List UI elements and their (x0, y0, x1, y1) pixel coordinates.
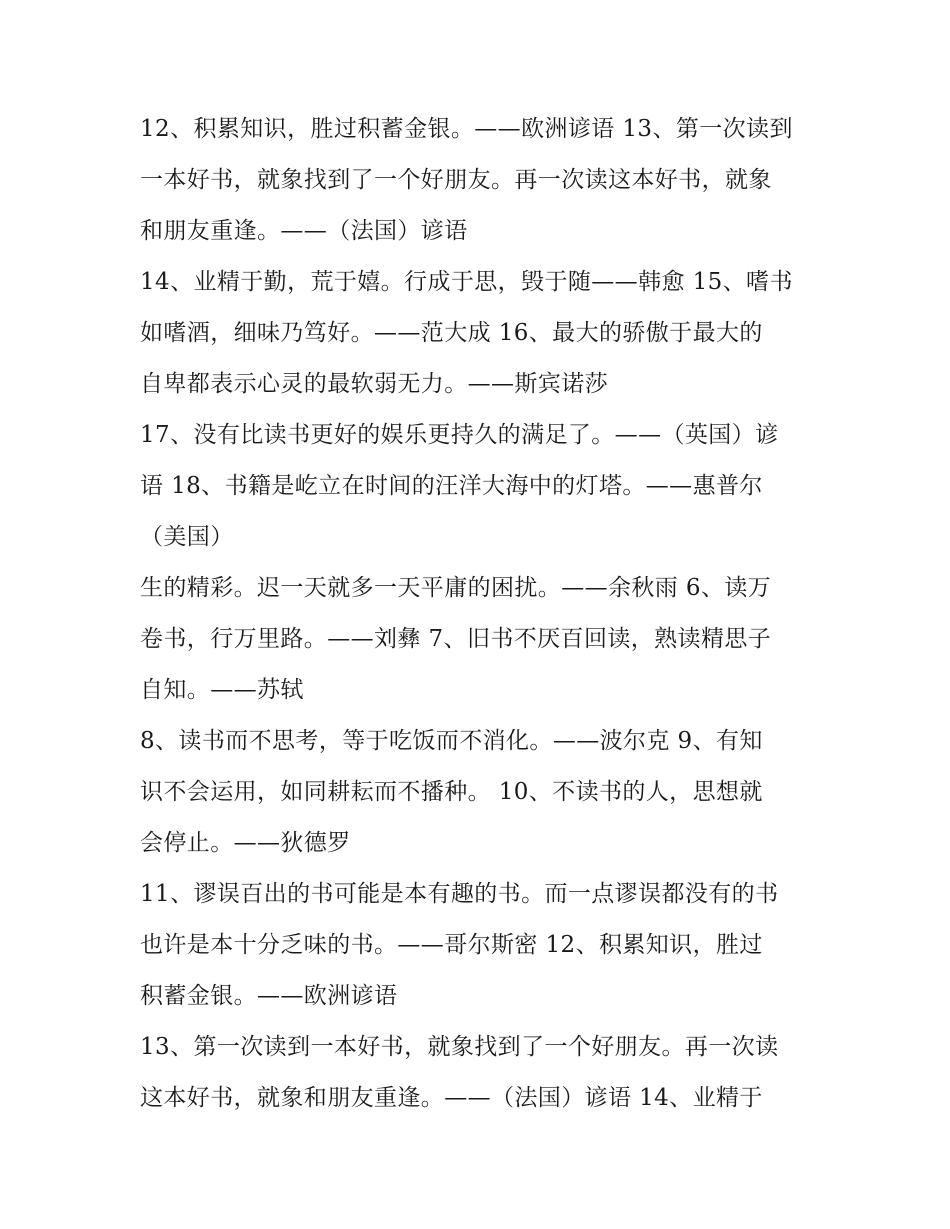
text-line: 8、读书而不思考，等于吃饭而不消化。——波尔克 9、有知 (140, 728, 763, 754)
text-line: 语 18、书籍是屹立在时间的汪洋大海中的灯塔。——惠普尔 (140, 473, 763, 499)
text-line: 这本好书，就象和朋友重逢。——（法国）谚语 14、业精于 (140, 1085, 763, 1111)
text-line: 卷书，行万里路。——刘彝 7、旧书不厌百回读，熟读精思子 (140, 626, 772, 652)
text-line: （美国） (140, 524, 234, 550)
text-line: 14、业精于勤，荒于嬉。行成于思，毁于随——韩愈 15、嗜书 (140, 269, 793, 295)
text-line: 如嗜酒，细味乃笃好。——范大成 16、最大的骄傲于最大的 (140, 320, 763, 346)
text-line: 积蓄金银。——欧洲谚语 (140, 983, 398, 1009)
text-line: 13、第一次读到一本好书，就象找到了一个好朋友。再一次读 (140, 1034, 779, 1060)
text-line: 自卑都表示心灵的最软弱无力。——斯宾诺莎 (140, 371, 608, 397)
text-line: 识不会运用，如同耕耘而不播种。 10、不读书的人，思想就 (140, 779, 763, 805)
text-line: 生的精彩。迟一天就多一天平庸的困扰。——余秋雨 6、读万 (140, 575, 772, 601)
text-line: 也许是本十分乏味的书。——哥尔斯密 12、积累知识，胜过 (140, 932, 763, 958)
text-line: 一本好书，就象找到了一个好朋友。再一次读这本好书，就象 (140, 167, 772, 193)
text-line: 12、积累知识，胜过积蓄金银。——欧洲谚语 13、第一次读到 (140, 116, 793, 142)
document-body (140, 104, 812, 1124)
text-line: 11、谬误百出的书可能是本有趣的书。而一点谬误都没有的书 (140, 881, 779, 907)
text-line: 自知。——苏轼 (140, 677, 304, 703)
text-line: 会停止。——狄德罗 (140, 830, 351, 856)
text-line: 17、没有比读书更好的娱乐更持久的满足了。——（英国）谚 (140, 422, 779, 448)
text-line: 和朋友重逢。——（法国）谚语 (140, 218, 468, 244)
